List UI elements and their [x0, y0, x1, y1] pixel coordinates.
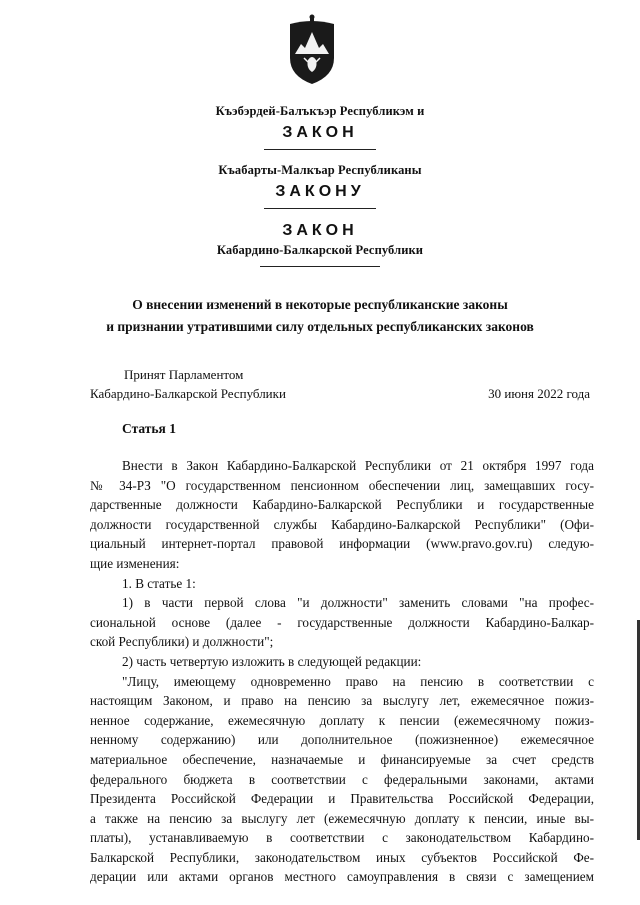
body-line: должности государственной службы Кабардино-Балкарской Республики" (Офи- [90, 516, 594, 532]
adoption-date: 30 июня 2022 года [488, 386, 590, 401]
body-line: 1) в части первой слова "и должности" заменить словами "на профес- [122, 595, 594, 611]
body-line: циальный интернет-портал правовой информации (www.pravo.gov.ru) следую- [90, 536, 594, 552]
body-line: № 34-РЗ "О государственном пенсионном обеспечении лиц, замещавших госу- [90, 477, 594, 493]
article-heading: Статья 1 [122, 421, 176, 436]
body-line: Внести в Закон Кабардино-Балкарской Республики от 21 октября 1997 года [122, 458, 594, 473]
adopted-by-republic: Кабардино-Балкарской Республики [90, 386, 286, 401]
body-line: а также на пенсию за выслугу лет (ежемесячную доплату к пенсии, иные вы- [90, 810, 594, 826]
body-line: щие изменения: [90, 555, 180, 571]
divider-line [260, 266, 380, 267]
body-line: "Лицу, имеющему одновременно право на пенсию в соответствии с [122, 673, 594, 689]
body-line: 1. В статье 1: [122, 575, 196, 591]
coat-of-arms-emblem [288, 14, 336, 86]
header-balkar-line: Къабарты-Малкъар Республиканы [218, 163, 422, 177]
body-line: сиональной основе (далее - государственные должности Кабардино-Балкар- [90, 614, 594, 630]
header-law-russian: ЗАКОН [282, 222, 358, 239]
body-line: материальное обеспечение, назначаемые и финансируемые за счет средств [90, 751, 594, 767]
title-line: и признании утратившими силу отдельных республиканских законов [106, 319, 534, 334]
header-law-kabardian: ЗАКОН [282, 124, 358, 141]
header-kabardian-line: Къэбэрдей-Балъкъэр Республикэм и [215, 104, 425, 118]
body-line: платы), устанавливаемую в соответствии с законодательством Кабардино- [90, 830, 594, 846]
divider-line [264, 149, 376, 150]
body-line: Президента Российской Федерации и Правительства Российской Федерации, [90, 791, 594, 807]
adopted-by-line: Принят Парламентом [124, 367, 244, 382]
header-republic-line: Кабардино-Балкарской Республики [216, 243, 424, 257]
body-line: дарственные должности Кабардино-Балкарской Республики и государственные [90, 497, 594, 513]
body-line: федерального бюджета в соответствии с федеральными законами, актами [90, 771, 594, 787]
body-line: Балкарской Республики, законодательством иных субъектов Российской Фе- [90, 849, 594, 865]
body-line: ненное содержание, ежемесячную доплату к пенсии (ежемесячному пожиз- [90, 712, 594, 728]
title-line: О внесении изменений в некоторые республиканские законы [132, 297, 508, 312]
header-law-balkar: ЗАКОНУ [275, 183, 365, 200]
divider-line [264, 208, 376, 209]
body-line: ской Республики) и должности"; [90, 634, 274, 650]
body-line: ненному содержанию) или дополнительное (пожизненное) ежемесячное [90, 732, 594, 748]
article-body [90, 456, 594, 887]
body-line: дерации или актами органов местного самоуправления в связи с замещением [90, 869, 594, 885]
body-line: 2) часть четвертую изложить в следующей редакции: [122, 653, 422, 669]
document-title [0, 294, 640, 338]
body-line: настоящим Законом, и право на пенсию за выслугу лет, ежемесячное пожиз- [90, 693, 594, 709]
